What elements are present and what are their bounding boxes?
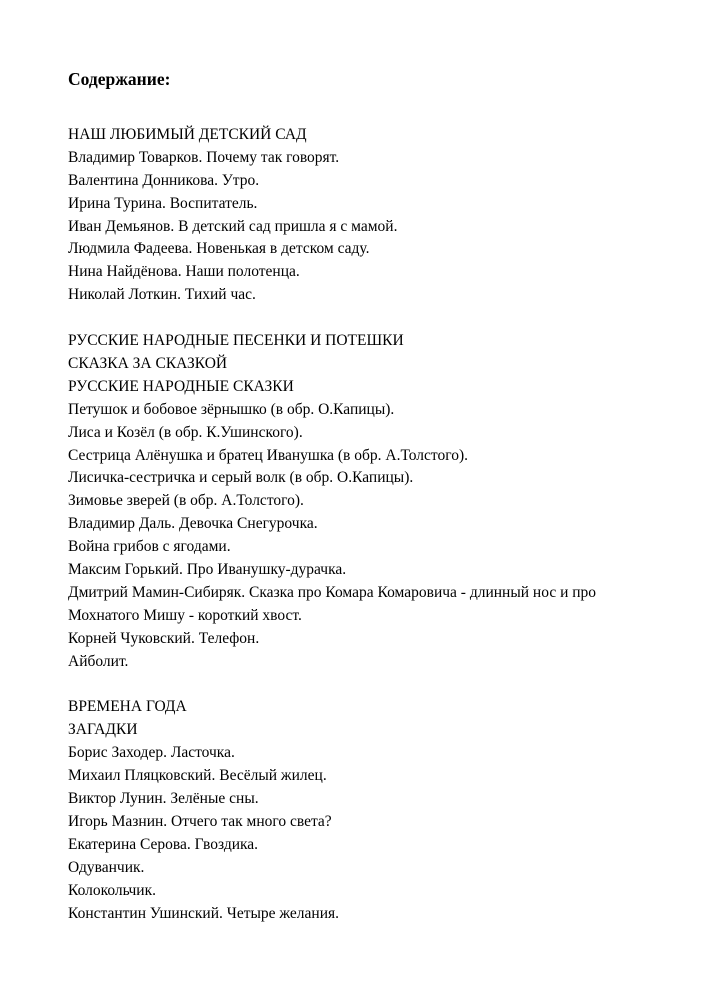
toc-entry: Михаил Пляцковский. Весёлый жилец.: [68, 767, 327, 785]
toc-entry: Игорь Мазнин. Отчего так много света?: [68, 812, 332, 830]
toc-entry: Владимир Даль. Девочка Снегурочка.: [68, 515, 318, 533]
toc-entry: Зимовье зверей (в обр. А.Толстого).: [68, 492, 304, 510]
toc-section-kindergarten: [68, 124, 688, 307]
toc-entry: Колокольчик.: [68, 881, 157, 899]
toc-entry: Борис Заходер. Ласточка.: [68, 744, 235, 762]
toc-entry: Николай Лоткин. Тихий час.: [68, 286, 256, 304]
toc-section-seasons: [68, 696, 688, 925]
toc-entry: Екатерина Серова. Гвоздика.: [68, 835, 259, 853]
toc-entry: Дмитрий Мамин-Сибиряк. Сказка про Комара Комаровича - длинный нос и про: [68, 583, 597, 601]
toc-entry: Война грибов с ягодами.: [68, 538, 231, 556]
toc-section-heading: НАШ ЛЮБИМЫЙ ДЕТСКИЙ САД: [68, 126, 307, 143]
toc-section-heading: ВРЕМЕНА ГОДА: [68, 698, 187, 716]
toc-entry: Константин Ушинский. Четыре желания.: [68, 904, 339, 922]
toc-entry: Иван Демьянов. В детский сад пришла я с мамой.: [68, 217, 398, 235]
toc-entry: Сестрица Алёнушка и братец Иванушка (в обр. А.Толстого).: [68, 446, 468, 464]
toc-entry: Петушок и бобовое зёрнышко (в обр. О.Капицы).: [68, 400, 395, 418]
toc-section-heading: РУССКИЕ НАРОДНЫЕ ПЕСЕНКИ И ПОТЕШКИ: [68, 332, 404, 350]
toc-entry: Одуванчик.: [68, 858, 145, 876]
toc-entry: Лисичка-сестричка и серый волк (в обр. О.Капицы).: [68, 469, 414, 487]
toc-entry: Валентина Донникова. Утро.: [68, 171, 260, 189]
toc-entry-continuation: Мохнатого Мишу - короткий хвост.: [68, 606, 302, 624]
toc-section-heading: ЗАГАДКИ: [68, 721, 138, 739]
toc-entry: Лиса и Козёл (в обр. К.Ушинского).: [68, 423, 303, 441]
toc-section-heading: РУССКИЕ НАРОДНЫЕ СКАЗКИ: [68, 377, 294, 395]
table-of-contents: [68, 124, 688, 948]
toc-entry: Виктор Лунин. Зелёные сны.: [68, 790, 259, 808]
page-title: Содержание:: [68, 69, 171, 89]
toc-entry: Нина Найдёнова. Наши полотенца.: [68, 263, 300, 281]
toc-entry: Корней Чуковский. Телефон.: [68, 629, 260, 647]
toc-section-folk-tales: [68, 330, 688, 673]
toc-entry: Айболит.: [68, 652, 129, 670]
toc-entry: Людмила Фадеева. Новенькая в детском саду.: [68, 240, 370, 258]
toc-entry: Ирина Турина. Воспитатель.: [68, 194, 258, 212]
toc-entry: Максим Горький. Про Иванушку-дурачка.: [68, 561, 347, 579]
toc-section-heading: СКАЗКА ЗА СКАЗКОЙ: [68, 355, 228, 373]
toc-entry: Владимир Товарков. Почему так говорят.: [68, 148, 340, 166]
